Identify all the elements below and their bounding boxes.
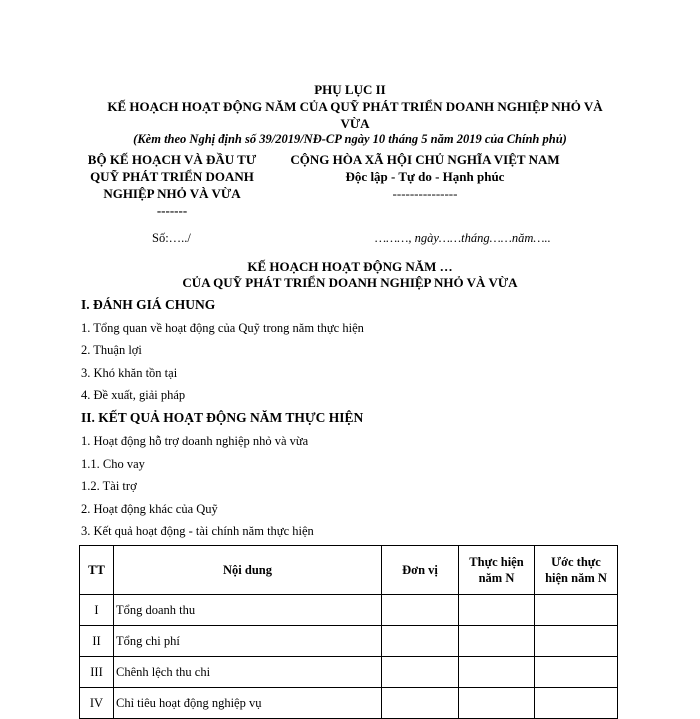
header-estimate-line2: hiện năm N: [545, 571, 607, 585]
row-content: Chênh lệch thu chi: [114, 657, 382, 688]
row-tt: IV: [80, 688, 114, 719]
right-rule: ---------------: [392, 186, 458, 201]
results-table: [79, 545, 618, 719]
row-unit-cell: [382, 688, 459, 719]
row-content: Tổng chi phí: [114, 626, 382, 657]
country-name: CỘNG HÒA XÃ HỘI CHỦ NGHĨA VIỆT NAM: [290, 152, 560, 167]
ministry-name: BỘ KẾ HOẠCH VÀ ĐẦU TƯ: [87, 152, 257, 167]
section1-item: 2. Thuận lợi: [81, 343, 142, 357]
header-unit: Đơn vị: [382, 546, 459, 595]
header-estimate: [535, 546, 618, 595]
table-row: [80, 595, 618, 626]
fund-name-line2: NGHIỆP NHỎ VÀ VỪA: [103, 186, 241, 201]
left-header: [72, 151, 272, 220]
appendix-label: PHỤ LỤC II: [314, 82, 386, 97]
document-number: Số:…../: [152, 231, 191, 245]
appendix-note: (Kèm theo Nghị định số 39/2019/NĐ-CP ngày 10 tháng 5 năm 2019 của Chính phủ): [133, 132, 567, 146]
row-estimate-cell: [535, 626, 618, 657]
table-row: [80, 688, 618, 719]
left-rule: -------: [156, 203, 188, 218]
row-actual-cell: [459, 688, 535, 719]
section2-item: 1. Hoạt động hỗ trợ doanh nghiệp nhỏ và vừa: [81, 434, 309, 448]
section1-item: 4. Đề xuất, giải pháp: [81, 388, 186, 402]
row-tt: II: [80, 626, 114, 657]
row-unit-cell: [382, 657, 459, 688]
row-unit-cell: [382, 626, 459, 657]
row-tt: I: [80, 595, 114, 626]
appendix-title: KẾ HOẠCH HOẠT ĐỘNG NĂM CỦA QUỸ PHÁT TRIỂN DOANH NGHIỆP NHỎ VÀ VỪA: [107, 99, 603, 131]
row-actual-cell: [459, 657, 535, 688]
fund-name-line1: QUỸ PHÁT TRIỂN DOANH: [90, 169, 254, 184]
motto: Độc lập - Tự do - Hạnh phúc: [345, 169, 505, 184]
header-estimate-line1: Ước thực: [551, 555, 601, 569]
header-actual: [459, 546, 535, 595]
header-actual-line2: năm N: [478, 571, 515, 585]
table-row: [80, 657, 618, 688]
header-tt: TT: [80, 546, 114, 595]
document-date: ………, ngày……tháng……năm…..: [375, 231, 551, 245]
row-content: Tổng doanh thu: [114, 595, 382, 626]
section1-item: 3. Khó khăn tồn tại: [81, 366, 178, 380]
section-heading-results: II. KẾT QUẢ HOẠT ĐỘNG NĂM THỰC HIỆN: [81, 410, 364, 425]
right-header: [270, 151, 580, 202]
plan-title-line1: KẾ HOẠCH HOẠT ĐỘNG NĂM …: [247, 259, 453, 274]
table-row: [80, 626, 618, 657]
header-content: Nội dung: [114, 546, 382, 595]
section-heading-general-assessment: I. ĐÁNH GIÁ CHUNG: [81, 297, 216, 312]
row-estimate-cell: [535, 688, 618, 719]
row-actual-cell: [459, 626, 535, 657]
section2-item: 2. Hoạt động khác của Quỹ: [81, 502, 218, 516]
table-header-row: [80, 546, 618, 595]
row-actual-cell: [459, 595, 535, 626]
row-tt: III: [80, 657, 114, 688]
row-unit-cell: [382, 595, 459, 626]
plan-title-line2: CỦA QUỸ PHÁT TRIỂN DOANH NGHIỆP NHỎ VÀ VỪA: [182, 275, 518, 290]
header-actual-line1: Thực hiện: [469, 555, 524, 569]
row-estimate-cell: [535, 595, 618, 626]
section2-item: 1.2. Tài trợ: [81, 479, 137, 493]
row-estimate-cell: [535, 657, 618, 688]
section1-item: 1. Tổng quan về hoạt động của Quỹ trong năm thực hiện: [81, 321, 364, 335]
row-content: Chỉ tiêu hoạt động nghiệp vụ: [114, 688, 382, 719]
section2-item: 3. Kết quả hoạt động - tài chính năm thực hiện: [81, 524, 314, 538]
section2-item: 1.1. Cho vay: [81, 457, 145, 471]
